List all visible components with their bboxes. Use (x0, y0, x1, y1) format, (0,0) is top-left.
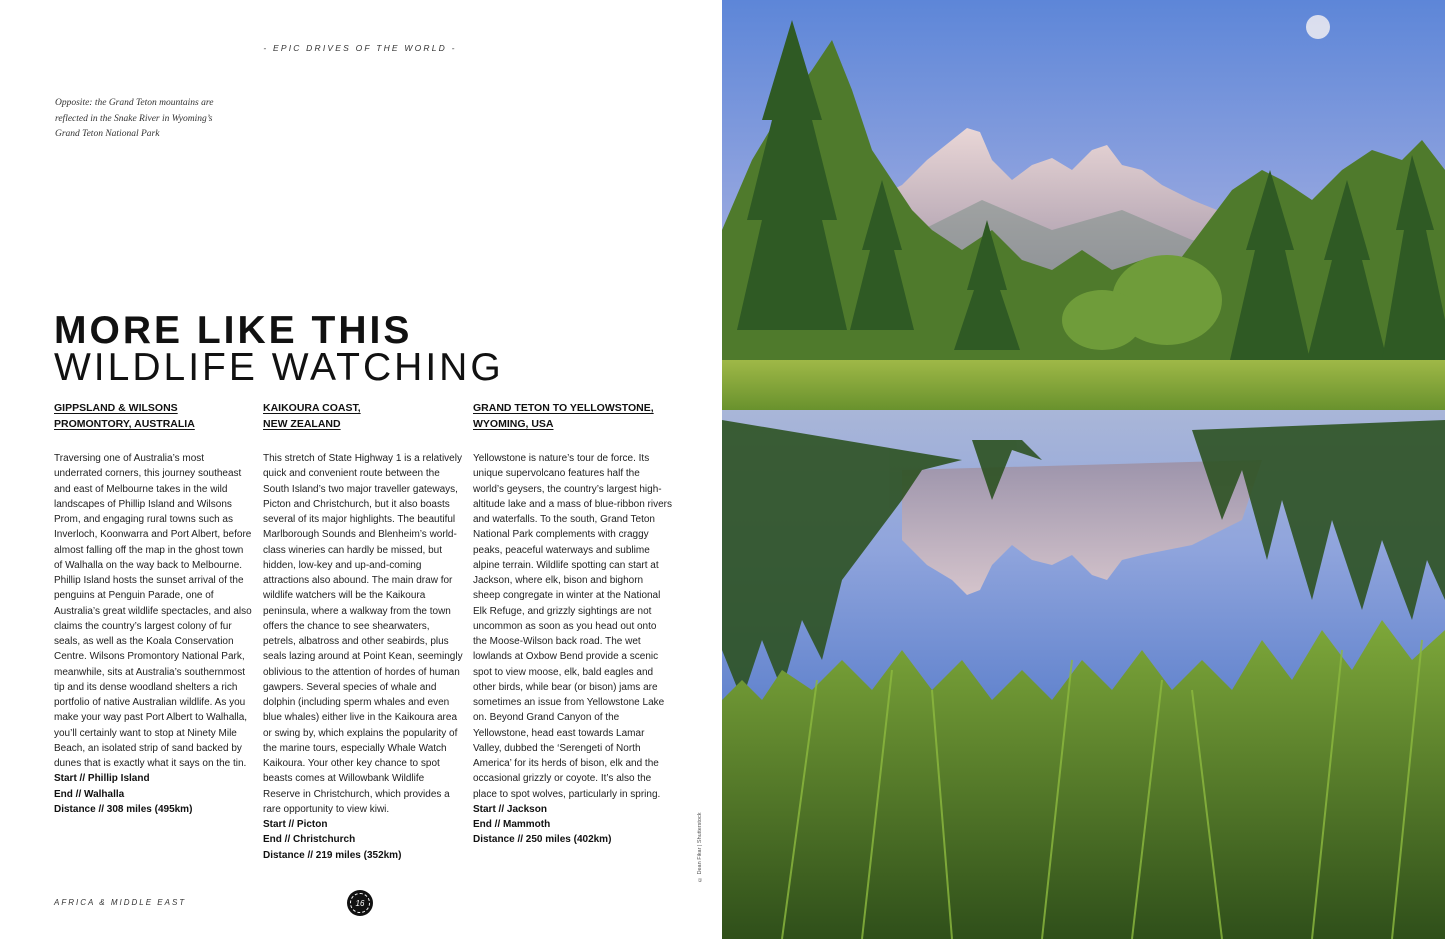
photo-credit: © Dean Fikar | Shutterstock (697, 812, 703, 882)
route-distance: Distance // 219 miles (352km) (263, 849, 402, 861)
column-title-line: NEW ZEALAND (263, 417, 341, 430)
route-distance: Distance // 250 miles (402km) (473, 834, 612, 846)
column-body: Yellowstone is nature’s tour de force. Its unique supervolcano features half the world’s geysers, the country’s largest high-altitude lake and a mass of blue-ribbon rivers and waterfalls. To the south, Grand Teton National Park complements with craggy peaks, peaceful waterways and sublime alpine terrain. Wildlife spotting can start at Jackson, where elk, bison and bighorn sheep congregate in winter at the National Elk Refuge, and grizzly sightings are not uncommon as soon as you head out onto the Moose-Wilson back road. The wet lowlands at Oxbow Bend provide a scenic spot to view moose, elk, bald eagles and other birds, while bear (or bison) jams are sometimes an issue from Yellowstone Lake on. Beyond Grand Canyon of the Yellowstone, head east towards Lamar Valley, dubbed the ‘Serengeti of North America’ for its herds of bison, elk and the occasional grizzly or coyote. It’s also the place to spot wolves, particularly in spring. (473, 453, 672, 800)
heading-more-like-this: MORE LIKE THIS (54, 309, 413, 352)
route-start: Start // Picton (263, 819, 328, 830)
route-start: Start // Jackson (473, 803, 547, 815)
photo-grand-teton-reflection (722, 0, 1445, 939)
route-end: End // Mammoth (473, 819, 551, 830)
column-title (263, 401, 463, 432)
column-title (54, 401, 254, 432)
column-title-line: WYOMING, USA (473, 417, 554, 430)
running-head: - EPIC DRIVES OF THE WORLD - (263, 43, 457, 53)
photo-caption: Opposite: the Grand Teton mountains are reflected in the Snake River in Wyoming’s Grand Teton National Park (55, 98, 214, 139)
heading-wildlife-watching: WILDLIFE WATCHING (54, 346, 504, 389)
column-title-line: KAIKOURA COAST, (263, 402, 361, 414)
column-title (473, 401, 673, 432)
moon (1306, 15, 1330, 39)
column-title-line: PROMONTORY, AUSTRALIA (54, 417, 195, 430)
footer-section-label: AFRICA & MIDDLE EAST (54, 898, 187, 907)
route-end: End // Walhalla (54, 788, 125, 800)
column-grand-teton (473, 401, 673, 848)
landscape-illustration (722, 0, 1445, 939)
column-body: This stretch of State Highway 1 is a relatively quick and convenient route between the South Island’s two major traveller gateways, Picton and Christchurch, but it also boasts several of its major highlights. The beautiful Marlborough Sounds and Blenheim’s world-class wineries can hardly be missed, but hidden, low-key and up-and-coming attractions also abound. The main draw for wildlife watchers will be the Kaikoura peninsula, where a walkway from the town offers the chance to see shearwaters, petrels, albatross and other seabirds, plus seals lazing around at Point Kean, seemingly oblivious to the attention of hordes of human gawpers. Several species of whale and dolphin (including sperm whales and even blue whales) either live in the Kaikoura area or swing by, which explains the popularity of the marine tours, especially Whale Watch Kaikoura. Your other key chance to spot beasts comes at Willowbank Wildlife Reserve in Christchurch, which provides a rare opportunity to view kiwi. (263, 453, 463, 815)
column-kaikoura (263, 401, 463, 863)
route-end: End // Christchurch (263, 834, 356, 846)
column-title-line: GIPPSLAND & WILSONS (54, 402, 178, 414)
route-start: Start // Phillip Island (54, 773, 150, 785)
left-page (0, 0, 722, 939)
route-distance: Distance // 308 miles (495km) (54, 803, 193, 815)
page-number-badge: 16 (347, 890, 373, 916)
column-gippsland (54, 401, 254, 817)
column-title-line: GRAND TETON TO YELLOWSTONE, (473, 402, 654, 414)
column-body: Traversing one of Australia’s most underrated corners, this journey southeast and east of Melbourne takes in the wild landscapes of Phillip Island and Wilsons Prom, and engaging rural towns such as Inverloch, Koonwarra and Port Albert, before almost falling off the map in the ghost town of Walhalla on the way back to Melbourne. Phillip Island hosts the sunset arrival of the penguins at Penguin Parade, one of Australia’s great wildlife spectacles, and also claims the country’s largest colony of fur seals, as well as the Koala Conservation Centre. Wilsons Promontory National Park, meanwhile, sits at Australia’s southernmost tip and its dense woodland shelters a rich portfolio of native Australian wildlife. As you make your way past Port Albert to Walhalla, you’ll certainly want to stop at Ninety Mile Beach, an isolated strip of sand backed by dunes that is exactly what it says on the tin. (54, 453, 252, 769)
